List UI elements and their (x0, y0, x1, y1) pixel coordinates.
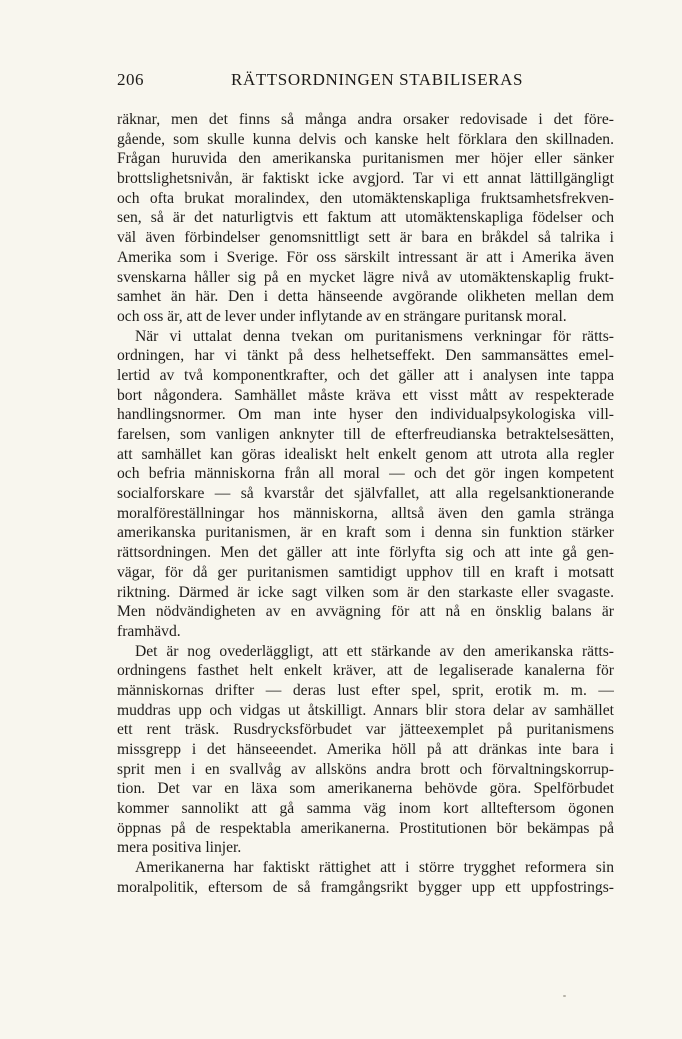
text-line: väl även förbindelser genomsnittligt sett är bara en bråkdel så talrika i (117, 229, 614, 247)
text-line: och oss är, att de lever under inflytande av en strängare puritansk moral. (117, 307, 567, 325)
text-line: moralpolitik, eftersom de så framgångsrikt bygger upp ett uppfostrings- (117, 878, 614, 896)
text-line: ordningens fasthet helt enkelt kräver, att de legaliserade kanalerna för (117, 662, 614, 680)
text-line: När vi uttalat denna tvekan om puritanismens verkningar för rätts- (135, 327, 614, 345)
text-line: att samhället kan göras idealiskt helt enkelt genom att utrota alla regler (117, 445, 614, 463)
text-line: Frågan huruvida den amerikanska puritanismen mer höjer eller sänker (117, 150, 614, 168)
text-line: riktning. Därmed är icke sagt vilken som är den starkaste eller svagaste. (117, 583, 614, 601)
text-line: sen, så är det naturligtvis ett faktum att utomäktenskapliga födelser och (117, 209, 614, 227)
page-number: 206 (117, 70, 144, 89)
text-line: och befria människorna från all moral — och det gör ingen kompetent (117, 465, 614, 483)
text-line: muddras upp och vidgas ut åtskilligt. Annars blir stora delar av samhället (117, 701, 614, 719)
text-line: Det är nog ovederläggligt, att ett stärkande av den amerikanska rätts- (135, 642, 614, 660)
text-line: farelsen, som vanligen anknyter till de efterfreudianska betraktelsesätten, (117, 426, 614, 443)
text-line: kommer sannolikt att gå samma väg inom kort allteftersom ögonen (117, 800, 614, 818)
text-line: amerikanska puritanismen, är en kraft som i denna sin funktion stärker (117, 524, 614, 542)
text-line: socialforskare — så kvarstår det självfallet, att alla regelsanktionerande (117, 485, 614, 503)
text-line: Men nödvändigheten av en avvägning för att nå en önsklig balans är (117, 603, 614, 621)
text-line: Amerikanerna har faktiskt rättighet att i större trygghet reformera sin (135, 859, 614, 877)
text-line: handlingsnormer. Om man inte hyser den individualpsykologiska vill- (117, 406, 614, 424)
text-line: ett rent träsk. Rusdrycksförbudet var jätteexemplet på puritanismens (117, 721, 614, 739)
text-line: och ofta brukat moralindex, den utomäktenskapliga fruktsamhetsfrekven- (117, 189, 614, 207)
paper-speck (563, 995, 566, 997)
text-line: framhävd. (117, 622, 181, 640)
text-line: gående, som skulle kunna delvis och kanske helt förklara den skillnaden. (117, 130, 614, 148)
text-line: brottslighetsnivån, är faktiskt icke avgjord. Tar vi ett annat lättillgängligt (117, 170, 614, 188)
text-line: lertid av två komponentkrafter, och det gäller att i analysen inte tappa (117, 366, 614, 384)
text-line: mera positiva linjer. (117, 839, 242, 857)
text-line: vägar, för då ger puritanismen samtidigt upphov till en kraft i motsatt (117, 563, 614, 581)
page-header (117, 70, 614, 96)
text-line: rättsordningen. Men det gäller att inte förlyfta sig och att inte gå gen- (117, 544, 614, 562)
body-text (117, 110, 614, 898)
text-line: öppnas på de respektabla amerikanerna. Prostitutionen bör bekämpas på (117, 819, 614, 837)
running-title: RÄTTSORDNINGEN STABILISERAS (231, 70, 524, 89)
text-line: ordningen, har vi tänkt på dess helhetseffekt. Den sammansättes emel- (117, 347, 614, 365)
text-line: svenskarna håller sig på en mycket lägre nivå av utomäktenskaplig frukt- (117, 268, 614, 286)
text-line: moralföreställningar hos människorna, alltså även den gamla stränga (117, 504, 614, 522)
text-line: sprit men i en svallvåg av allsköns andra brott och förvaltningskorrup- (117, 760, 614, 778)
text-line: räknar, men det finns så många andra orsaker redovisade i det före- (117, 111, 614, 128)
text-line: missgrepp i det hänseeendet. Amerika höll på att dränkas inte bara i (117, 741, 614, 758)
text-line: tion. Det var en läxa som amerikanerna behövde göra. Spelförbudet (117, 780, 614, 798)
text-line: människornas drifter — deras lust efter spel, sprit, erotik m. m. — (117, 681, 614, 699)
text-line: bort någondera. Samhället måste kräva ett visst mått av respekterade (117, 386, 614, 404)
text-line: Amerika som i Sverige. För oss särskilt intressant är att i Amerika även (117, 248, 614, 266)
text-line: samhet än här. Den i detta hänseende avgörande olikheten mellan dem (117, 288, 614, 306)
